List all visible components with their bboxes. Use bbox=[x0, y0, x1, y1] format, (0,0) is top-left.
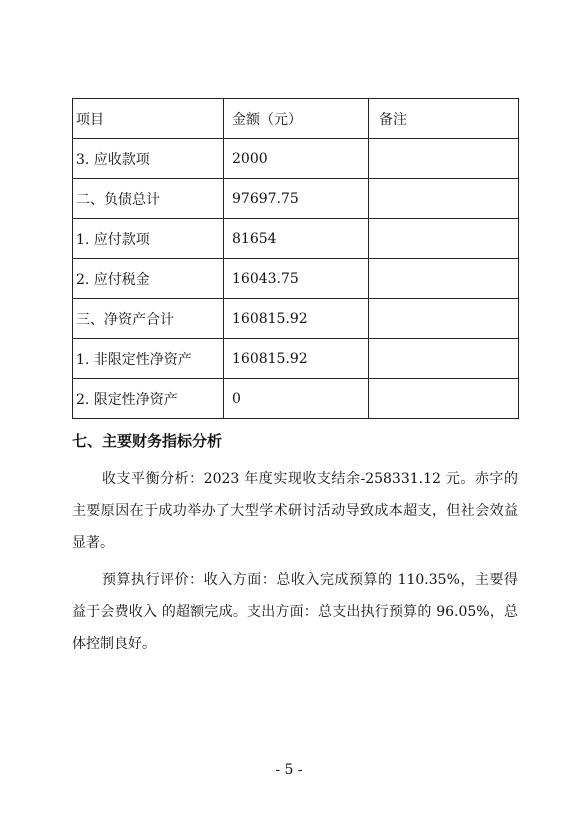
table-row bbox=[73, 139, 519, 179]
row-amount: 81654 bbox=[224, 219, 369, 259]
paragraph-budget-evaluation: 预算执行评价：收入方面：总收入完成预算的 110.35%，主要得益于会费收入 的超额完成。支出方面：总支出执行预算的 96.05%，总体控制良好。 bbox=[72, 572, 518, 652]
row-note bbox=[369, 219, 519, 259]
row-item: 二、负债总计 bbox=[73, 179, 224, 219]
header-amount: 金额（元） bbox=[224, 99, 369, 139]
header-note: 备注 bbox=[369, 99, 519, 139]
row-item: 1. 应付款项 bbox=[73, 219, 224, 259]
row-note bbox=[369, 379, 519, 419]
row-item: 2. 应付税金 bbox=[73, 259, 224, 299]
financial-table bbox=[72, 98, 519, 419]
row-note bbox=[369, 259, 519, 299]
header-item: 项目 bbox=[73, 99, 224, 139]
row-item: 3. 应收款项 bbox=[73, 139, 224, 179]
row-amount: 160815.92 bbox=[224, 299, 369, 339]
table-row bbox=[73, 219, 519, 259]
paragraph-balance-analysis: 收支平衡分析：2023 年度实现收支结余-258331.12 元。赤字的主要原因在于成功举办了大型学术研讨活动导致成本超支，但社会效益显著。 bbox=[72, 471, 518, 551]
table-row bbox=[73, 339, 519, 379]
row-amount: 2000 bbox=[224, 139, 369, 179]
table-header-row bbox=[73, 99, 519, 139]
row-amount: 0 bbox=[224, 379, 369, 419]
section-heading: 七、主要财务指标分析 bbox=[72, 432, 223, 450]
row-item: 三、净资产合计 bbox=[73, 299, 224, 339]
row-amount: 16043.75 bbox=[224, 259, 369, 299]
table-row bbox=[73, 379, 519, 419]
row-note bbox=[369, 179, 519, 219]
row-amount: 97697.75 bbox=[224, 179, 369, 219]
row-item: 1. 非限定性净资产 bbox=[73, 339, 224, 379]
row-note bbox=[369, 139, 519, 179]
row-note bbox=[369, 339, 519, 379]
table-row bbox=[73, 179, 519, 219]
page-number: - 5 - bbox=[275, 762, 303, 778]
row-amount: 160815.92 bbox=[224, 339, 369, 379]
row-note bbox=[369, 299, 519, 339]
table-row bbox=[73, 299, 519, 339]
row-item: 2. 限定性净资产 bbox=[73, 379, 224, 419]
table-row bbox=[73, 259, 519, 299]
